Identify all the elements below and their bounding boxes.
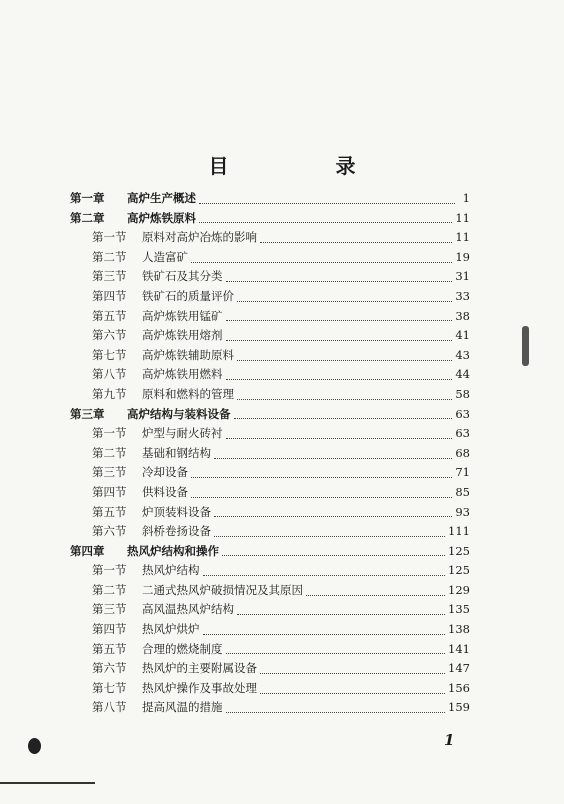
dot-leader bbox=[260, 241, 452, 243]
toc-entry-number: 第三节 bbox=[92, 602, 127, 617]
toc-entry-title: 铁矿石的质量评价 bbox=[142, 288, 234, 303]
toc-entry-page: 43 bbox=[455, 347, 470, 362]
toc-entry-number: 第八节 bbox=[92, 700, 127, 715]
dot-leader bbox=[260, 672, 445, 674]
toc-entry-number: 第二节 bbox=[92, 582, 127, 597]
toc-entry-title: 高炉炼铁用燃料 bbox=[142, 367, 223, 382]
toc-entry-page: 44 bbox=[455, 367, 470, 382]
toc-section-row bbox=[70, 347, 470, 367]
toc-entry-number: 第八节 bbox=[92, 367, 127, 382]
dot-leader bbox=[191, 496, 452, 498]
toc-entry-title: 原料对高炉冶炼的影响 bbox=[142, 230, 257, 245]
toc-entry-page: 38 bbox=[455, 308, 470, 323]
toc-section-row bbox=[70, 308, 470, 328]
dot-leader bbox=[199, 202, 455, 204]
toc-section-row bbox=[70, 366, 470, 386]
dot-leader bbox=[237, 398, 452, 400]
toc-entry-page: 159 bbox=[448, 700, 470, 715]
dot-leader bbox=[226, 437, 453, 439]
toc-entry-page: 125 bbox=[448, 543, 470, 558]
dot-leader bbox=[191, 476, 452, 478]
toc-entry-page: 129 bbox=[448, 582, 470, 597]
toc-entry-number: 第二节 bbox=[92, 445, 127, 460]
toc-section-row bbox=[70, 680, 470, 700]
toc-entry-number: 第六节 bbox=[92, 328, 127, 343]
scan-line bbox=[0, 782, 95, 784]
toc-entry-page: 93 bbox=[455, 504, 470, 519]
toc-entry-title: 热风炉的主要附属设备 bbox=[142, 661, 257, 676]
toc-entry-title: 高炉炼铁用锰矿 bbox=[142, 308, 223, 323]
toc-entry-title: 高炉炼铁原料 bbox=[127, 210, 196, 225]
toc-entry-number: 第四节 bbox=[92, 622, 127, 637]
toc-entry-number: 第二章 bbox=[70, 210, 105, 225]
toc-chapter-row bbox=[70, 190, 470, 210]
dot-leader bbox=[203, 574, 446, 576]
toc-section-row bbox=[70, 641, 470, 661]
toc-entry-title: 高炉生产概述 bbox=[127, 191, 196, 205]
toc-entry-title: 合理的燃烧制度 bbox=[142, 641, 223, 656]
dot-leader bbox=[199, 221, 452, 223]
toc-section-row bbox=[70, 601, 470, 621]
table-of-contents bbox=[70, 190, 470, 719]
dot-leader bbox=[203, 633, 446, 635]
toc-entry-title: 供料设备 bbox=[142, 484, 188, 499]
toc-entry-number: 第三章 bbox=[70, 406, 105, 421]
toc-entry-page: 85 bbox=[455, 484, 470, 499]
page-number: 1 bbox=[444, 731, 455, 749]
dot-leader bbox=[226, 378, 453, 380]
toc-section-row bbox=[70, 268, 470, 288]
dot-leader bbox=[226, 652, 446, 654]
dot-leader bbox=[214, 515, 452, 517]
toc-section-row bbox=[70, 425, 470, 445]
toc-entry-number: 第五节 bbox=[92, 308, 127, 323]
toc-chapter-row bbox=[70, 210, 470, 230]
toc-section-row bbox=[70, 562, 470, 582]
toc-entry-page: 63 bbox=[455, 406, 470, 421]
dot-leader bbox=[226, 319, 453, 321]
toc-entry-title: 原料和燃料的管理 bbox=[142, 386, 234, 401]
toc-entry-page: 141 bbox=[448, 641, 470, 656]
dot-leader bbox=[234, 417, 453, 419]
toc-entry-number: 第五节 bbox=[92, 504, 127, 519]
toc-entry-number: 第一节 bbox=[92, 426, 127, 441]
toc-entry-page: 11 bbox=[455, 230, 470, 245]
toc-entry-number: 第九节 bbox=[92, 386, 127, 401]
toc-entry-title: 热风炉烘炉 bbox=[142, 622, 200, 637]
toc-entry-title: 热风炉结构和操作 bbox=[127, 543, 219, 558]
toc-section-row bbox=[70, 660, 470, 680]
toc-section-row bbox=[70, 699, 470, 719]
dot-leader bbox=[226, 280, 453, 282]
toc-entry-title: 热风炉结构 bbox=[142, 563, 200, 578]
toc-entry-page: 135 bbox=[448, 602, 470, 617]
toc-entry-page: 19 bbox=[455, 249, 470, 264]
toc-entry-number: 第六节 bbox=[92, 524, 127, 539]
toc-entry-title: 高炉炼铁用熔剂 bbox=[142, 328, 223, 343]
toc-section-row bbox=[70, 464, 470, 484]
toc-entry-number: 第一节 bbox=[92, 563, 127, 578]
toc-entry-title: 铁矿石及其分类 bbox=[142, 269, 223, 284]
toc-section-row bbox=[70, 386, 470, 406]
toc-entry-title: 提高风温的措施 bbox=[142, 700, 223, 715]
toc-entry-page: 11 bbox=[455, 210, 470, 225]
toc-entry-page: 125 bbox=[448, 563, 470, 578]
toc-entry-page: 1 bbox=[462, 191, 470, 205]
dot-leader bbox=[191, 261, 452, 263]
toc-entry-number: 第一章 bbox=[70, 191, 105, 205]
toc-entry-title: 人造富矿 bbox=[142, 249, 188, 264]
toc-entry-title: 二通式热风炉破损情况及其原因 bbox=[142, 582, 303, 597]
toc-entry-number: 第二节 bbox=[92, 249, 127, 264]
toc-entry-number: 第四节 bbox=[92, 484, 127, 499]
toc-section-row bbox=[70, 327, 470, 347]
toc-entry-title: 热风炉操作及事故处理 bbox=[142, 680, 257, 695]
toc-section-row bbox=[70, 484, 470, 504]
toc-entry-page: 71 bbox=[455, 465, 470, 480]
toc-entry-number: 第五节 bbox=[92, 641, 127, 656]
toc-entry-page: 138 bbox=[448, 622, 470, 637]
toc-entry-title: 炉顶装料设备 bbox=[142, 504, 211, 519]
toc-entry-page: 156 bbox=[448, 680, 470, 695]
toc-entry-title: 炉型与耐火砖衬 bbox=[142, 426, 223, 441]
dot-leader bbox=[214, 535, 445, 537]
toc-entry-page: 41 bbox=[455, 328, 470, 343]
toc-section-row bbox=[70, 288, 470, 308]
toc-entry-number: 第七节 bbox=[92, 347, 127, 362]
toc-entry-number: 第四章 bbox=[70, 543, 105, 558]
toc-entry-title: 高炉炼铁辅助原料 bbox=[142, 347, 234, 362]
toc-entry-number: 第一节 bbox=[92, 230, 127, 245]
toc-entry-number: 第三节 bbox=[92, 465, 127, 480]
dot-leader bbox=[226, 711, 446, 713]
dot-leader bbox=[237, 359, 452, 361]
toc-section-row bbox=[70, 445, 470, 465]
toc-entry-page: 58 bbox=[455, 386, 470, 401]
toc-section-row bbox=[70, 523, 470, 543]
toc-section-row bbox=[70, 621, 470, 641]
page-title: 目 录 bbox=[208, 154, 406, 178]
toc-section-row bbox=[70, 504, 470, 524]
toc-entry-page: 63 bbox=[455, 426, 470, 441]
dot-leader bbox=[260, 692, 445, 694]
scan-mark bbox=[522, 326, 529, 366]
dot-leader bbox=[237, 300, 452, 302]
toc-entry-title: 基础和钢结构 bbox=[142, 445, 211, 460]
toc-entry-number: 第四节 bbox=[92, 288, 127, 303]
toc-entry-page: 68 bbox=[455, 445, 470, 460]
dot-leader bbox=[226, 339, 453, 341]
dot-leader bbox=[222, 554, 445, 556]
toc-chapter-row bbox=[70, 543, 470, 563]
dot-leader bbox=[214, 457, 452, 459]
toc-entry-page: 147 bbox=[448, 661, 470, 676]
toc-entry-number: 第七节 bbox=[92, 680, 127, 695]
toc-section-row bbox=[70, 229, 470, 249]
toc-entry-page: 33 bbox=[455, 288, 470, 303]
dot-leader bbox=[306, 594, 445, 596]
toc-entry-page: 111 bbox=[448, 524, 470, 539]
toc-section-row bbox=[70, 249, 470, 269]
toc-entry-number: 第六节 bbox=[92, 661, 127, 676]
toc-entry-title: 高炉结构与装料设备 bbox=[127, 406, 231, 421]
ink-blot bbox=[28, 738, 41, 754]
toc-entry-title: 高风温热风炉结构 bbox=[142, 602, 234, 617]
toc-section-row bbox=[70, 582, 470, 602]
toc-chapter-row bbox=[70, 406, 470, 426]
toc-entry-number: 第三节 bbox=[92, 269, 127, 284]
dot-leader bbox=[237, 613, 445, 615]
toc-entry-title: 冷却设备 bbox=[142, 465, 188, 480]
toc-entry-page: 31 bbox=[455, 269, 470, 284]
toc-entry-title: 斜桥卷扬设备 bbox=[142, 524, 211, 539]
